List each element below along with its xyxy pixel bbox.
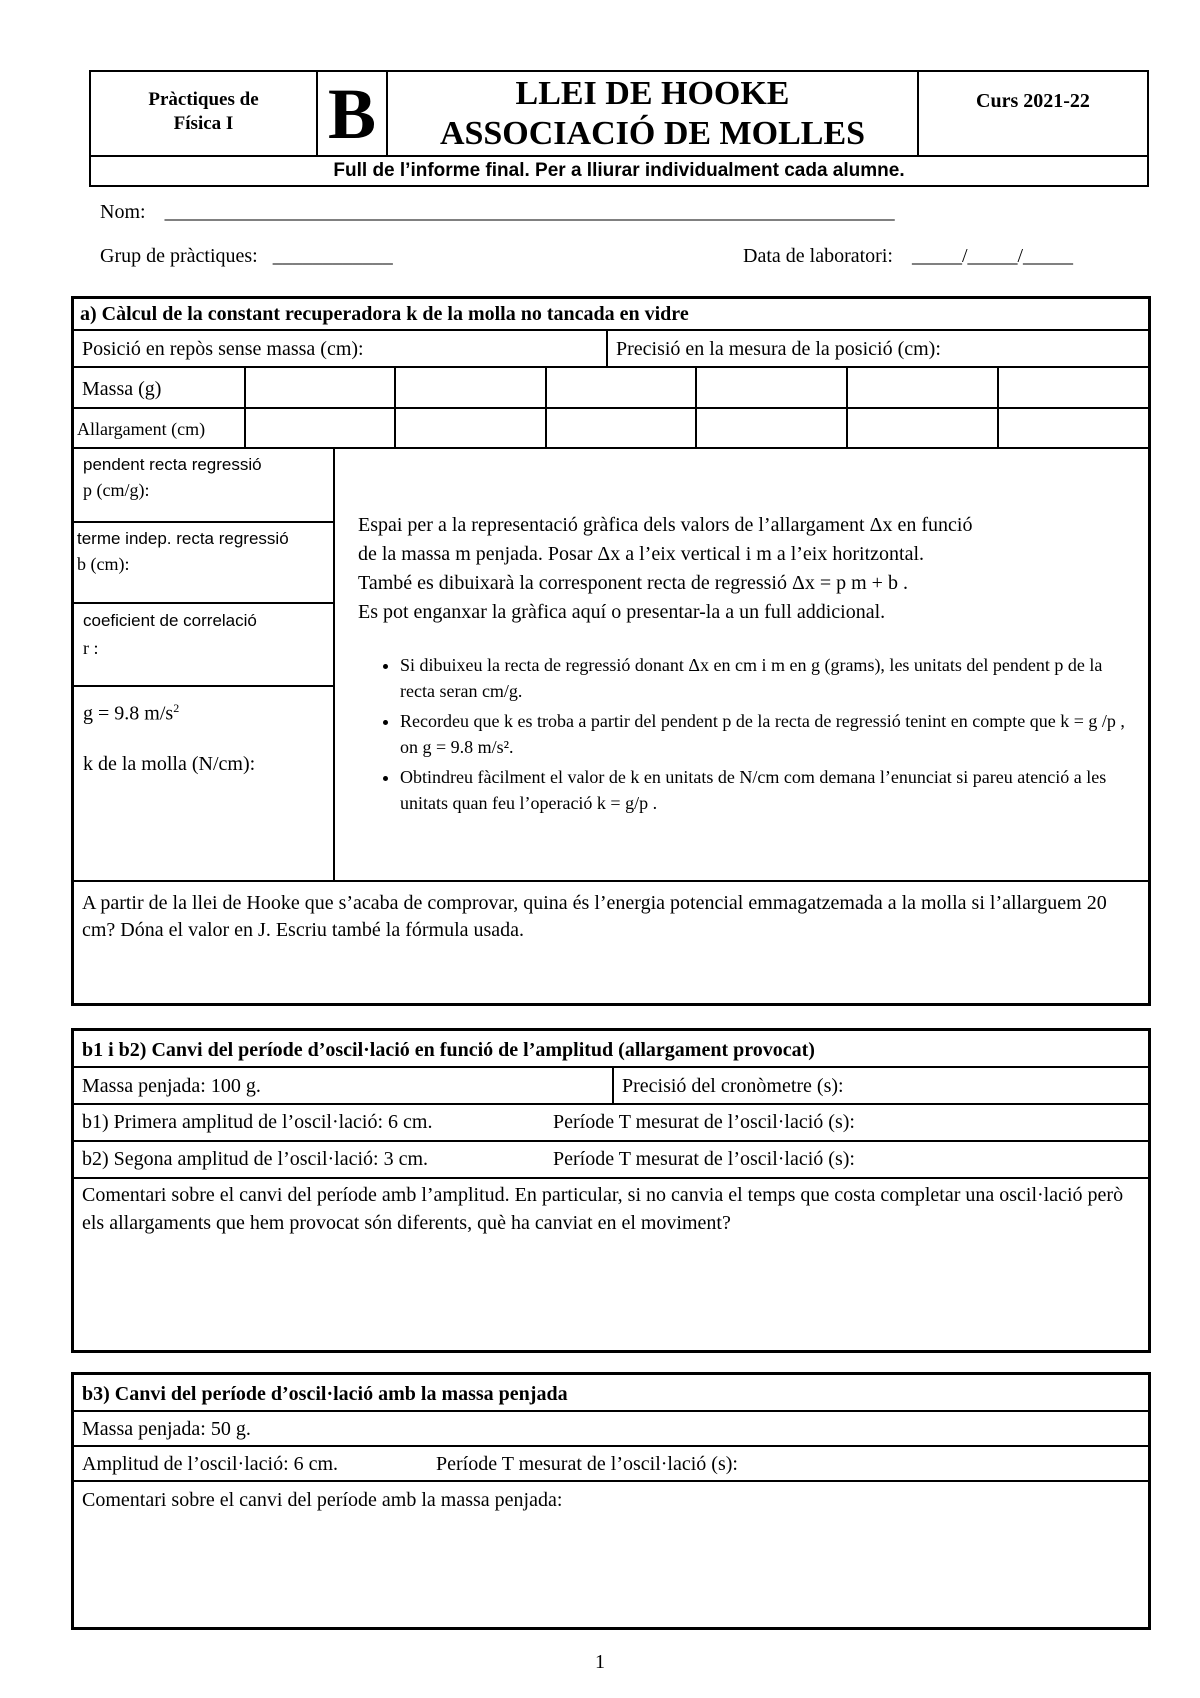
section-a-title: a) Càlcul de la constant recuperadora k de la molla no tancada en vidre (80, 303, 689, 325)
elongation-cell[interactable] (547, 410, 695, 446)
b1-period-field[interactable]: Període T mesurat de l’oscil·lació (s): (553, 1111, 855, 1133)
mass-cell[interactable] (848, 370, 997, 406)
group-label: Grup de pràctiques: (100, 245, 258, 267)
name-label: Nom: (100, 201, 146, 223)
elongation-cell[interactable] (848, 410, 997, 446)
group-field[interactable]: ____________ (272, 245, 393, 267)
hint-list (358, 652, 1138, 820)
elongation-row-label: Allargament (cm) (77, 419, 206, 439)
mass-cell[interactable] (999, 370, 1148, 406)
date-row (743, 244, 1073, 268)
rest-position-field[interactable]: Posició en repòs sense massa (cm): (82, 338, 364, 360)
graph-text-line: Es pot enganxar la gràfica aquí o presentar-la a un full addicional. (358, 601, 886, 623)
name-field[interactable]: _________________________________________________________________________ (164, 201, 895, 223)
graph-text-line: Espai per a la representació gràfica dels valors de l’allargament Δx en funció (358, 514, 973, 536)
b3-period-field[interactable]: Període T mesurat de l’oscil·lació (s): (436, 1453, 738, 1475)
b12-mass: Massa penjada: 100 g. (82, 1075, 261, 1097)
mass-cell[interactable] (246, 370, 394, 406)
graph-space[interactable] (358, 511, 1138, 627)
course-year: Curs 2021-22 (976, 90, 1090, 112)
spring-k-field[interactable]: k de la molla (N/cm): (83, 753, 256, 775)
course-line1: Pràctiques de (148, 89, 259, 110)
amplitude-comment[interactable]: Comentari sobre el canvi del període amb l’amplitud. En particular, si no canvia el temps que costa completar una oscil·lació però els allargaments que hem provocat són diferents, què ha canviat en el moviment? (82, 1184, 1124, 1234)
energy-question[interactable]: A partir de la llei de Hooke que s’acaba de comprovar, quina és l’energia potencial emmagatzemada a la molla si l’allarguem 20 cm? Dóna el valor en J. Escriu també la fórmula usada. (82, 892, 1107, 941)
date-label: Data de laboratori: (743, 245, 893, 267)
intercept-field[interactable] (77, 528, 332, 575)
hint-item: • Si dibuixeu la recta de regressió donant Δx en cm i m en g (grams), les unitats del pendent p de la recta seran cm/g. (400, 652, 1138, 704)
elongation-cell[interactable] (246, 410, 394, 446)
date-field[interactable]: _____/_____/_____ (911, 245, 1074, 267)
correlation-label: coeficient de correlació (83, 611, 257, 630)
gravity-value (83, 696, 331, 726)
hint-item: • Recordeu que k es troba a partir del pendent p de la recta de regressió tenint en compte que k = g /p , on g = 9.8 m/s². (400, 708, 1138, 760)
section-b12-title: b1 i b2) Canvi del període d’oscil·lació en funció de l’amplitud (allargament provocat) (82, 1039, 815, 1061)
correlation-symbol: r : (83, 638, 99, 658)
slope-label: pendent recta regressió (83, 455, 262, 474)
b3-mass: Massa penjada: 50 g. (82, 1418, 251, 1440)
elongation-cell[interactable] (396, 410, 545, 446)
elongation-cell[interactable] (999, 410, 1148, 446)
chronometer-precision-field[interactable]: Precisió del cronòmetre (s): (622, 1075, 844, 1097)
graph-text-line: de la massa m penjada. Posar Δx a l’eix vertical i m a l’eix horitzontal. (358, 543, 925, 565)
elongation-cell[interactable] (697, 410, 846, 446)
gravity-exponent: 2 (173, 701, 180, 715)
course-line2: Física I (173, 113, 234, 134)
group-row (100, 244, 393, 268)
report-subtitle: Full de l’informe final. Per a lliurar individualment cada alumne. (333, 160, 905, 181)
b3-amplitude: Amplitud de l’oscil·lació: 6 cm. (82, 1453, 339, 1475)
intercept-unit: b (cm): (77, 554, 130, 574)
slope-field[interactable] (83, 454, 331, 501)
page-number: 1 (595, 1651, 605, 1673)
title-line2: ASSOCIACIÓ DE MOLLES (439, 115, 866, 152)
gravity-text: g = 9.8 m/s (83, 702, 174, 725)
mass-cell[interactable] (697, 370, 846, 406)
title-line1: LLEI DE HOOKE (515, 75, 790, 112)
mass-row-label: Massa (g) (82, 378, 162, 400)
b2-amplitude: b2) Segona amplitud de l’oscil·lació: 3 cm. (82, 1148, 429, 1170)
hint-item: • Obtindreu fàcilment el valor de k en unitats de N/cm com demana l’enunciat si pareu atenció a les unitats quan feu l’operació k = g/p . (400, 764, 1138, 816)
section-b3-title: b3) Canvi del període d’oscil·lació amb la massa penjada (82, 1383, 568, 1405)
slope-unit: p (cm/g): (83, 480, 150, 500)
block-letter: B (327, 74, 377, 154)
name-row (100, 200, 1140, 224)
mass-cell[interactable] (396, 370, 545, 406)
b2-period-field[interactable]: Període T mesurat de l’oscil·lació (s): (553, 1148, 855, 1170)
mass-cell[interactable] (547, 370, 695, 406)
mass-comment[interactable]: Comentari sobre el canvi del període amb la massa penjada: (82, 1489, 563, 1511)
correlation-field[interactable] (83, 610, 331, 659)
position-precision-field[interactable]: Precisió en la mesura de la posició (cm): (616, 338, 941, 360)
graph-text-line: També es dibuixarà la corresponent recta de regressió Δx = p m + b . (358, 572, 908, 594)
intercept-label: terme indep. recta regressió (77, 529, 289, 548)
course-name (91, 88, 316, 136)
b1-amplitude: b1) Primera amplitud de l’oscil·lació: 6 cm. (82, 1111, 433, 1133)
page-title (388, 74, 917, 154)
